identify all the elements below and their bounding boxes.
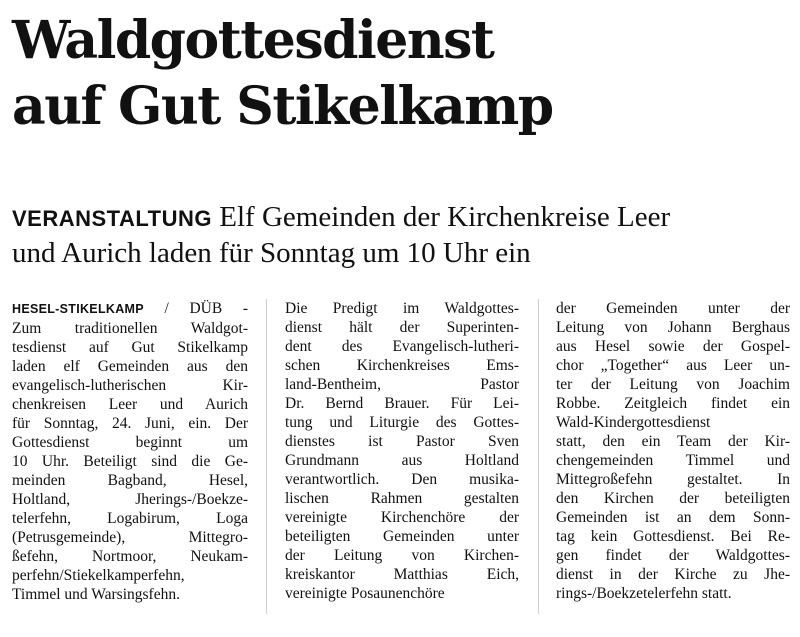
- body-text-line: der Leitung von Kirchen-: [285, 547, 519, 564]
- headline-line-1: Waldgottesdienst: [12, 10, 494, 71]
- dateline: [12, 299, 248, 319]
- article-subheadline: [12, 200, 792, 270]
- column-divider: [538, 299, 539, 614]
- body-text-line: tag kein Gottesdienst. Bei Re-: [556, 528, 790, 545]
- body-text-line: laden elf Gemeinden aus den: [12, 358, 248, 375]
- body-text-line: Holtland, Jherings-/Boekze-: [12, 491, 248, 508]
- body-text-line: Mittegroßefehn gestaltet. In: [556, 471, 790, 488]
- body-text-line: Zum traditionellen Waldgot-: [12, 320, 248, 337]
- body-text-line: beteiligten Gemeinden unter: [285, 528, 519, 545]
- body-text-line: chengemeinden Timmel und: [556, 452, 790, 469]
- body-text-line: Grundmann aus Holtland: [285, 452, 519, 469]
- article-body: [0, 299, 800, 629]
- body-text-line: den Kirchen der beteiligten: [556, 490, 790, 507]
- body-text-line: ter der Leitung von Joachim: [556, 376, 790, 393]
- body-text-line: für Sonntag, 24. Juni, ein. Der: [12, 415, 248, 432]
- body-text-line: kreiskantor Matthias Eich,: [285, 566, 519, 583]
- subhead-line-2: und Aurich laden für Sonntag um 10 Uhr ein: [12, 237, 531, 269]
- body-text-line: (Petrusgemeinde), Mittegro-: [12, 529, 248, 546]
- body-text-line: Leitung von Johann Berghaus: [556, 319, 790, 336]
- body-text-line: Dr. Bernd Brauer. Für Lei-: [285, 395, 519, 412]
- body-column-1: [12, 299, 248, 604]
- body-text-line: aus Hesel sowie der Gospel-: [556, 338, 790, 355]
- subhead-kicker: VERANSTALTUNG: [12, 206, 213, 231]
- subhead-line-1-text: Elf Gemeinden der Kirchenkreise Leer: [219, 201, 671, 233]
- body-text-line: gen findet der Waldgottes-: [556, 547, 790, 564]
- body-text-line: perfehn/Stiekelkamperfehn,: [12, 567, 185, 584]
- body-text-line: telerfehn, Logabirum, Loga: [12, 510, 248, 527]
- body-text-line: rings-/Boekzetelerfehn statt.: [556, 585, 732, 602]
- body-column-2: [285, 299, 519, 603]
- body-text-line: dienst hält der Superinten-: [285, 319, 519, 336]
- body-text-line: evangelisch-lutherischen Kir-: [12, 377, 248, 394]
- body-text-line: vereinigte Posaunenchöre: [285, 585, 445, 602]
- column-divider: [266, 299, 267, 614]
- body-text-line: Gemeinden ist an dem Sonn-: [556, 509, 790, 526]
- body-text-line: Timmel und Warsingsfehn.: [12, 586, 180, 603]
- body-text-line: Die Predigt im Waldgottes-: [285, 300, 519, 317]
- body-text-line: der Gemeinden unter der: [556, 300, 790, 317]
- body-text-line: chor „Together“ aus Leer un-: [556, 357, 790, 374]
- body-text-line: ßefehn, Nortmoor, Neukam-: [12, 548, 248, 565]
- body-text-line: land-Bentheim, Pastor: [285, 376, 519, 393]
- body-text-line: chenkreisen Leer und Aurich: [12, 396, 248, 413]
- body-text-line: Wald-Kindergottesdienst: [556, 414, 711, 431]
- headline-line-2: auf Gut Stikelkamp: [12, 76, 553, 137]
- body-column-3: [556, 299, 790, 603]
- article-headline: [12, 8, 792, 140]
- body-text-line: tung und Liturgie des Gottes-: [285, 414, 519, 431]
- body-text-line: vereinigte Kirchenchöre der: [285, 509, 519, 526]
- dateline-place: HESEL-STIKELKAMP: [12, 302, 144, 316]
- body-text-line: 10 Uhr. Beteiligt sind die Ge-: [12, 453, 248, 470]
- body-text-line: meinden Bagband, Hesel,: [12, 472, 248, 489]
- dateline-author: / DÜB -: [143, 300, 248, 317]
- body-text-line: lischen Rahmen gestalten: [285, 490, 519, 507]
- body-text-line: verantwortlich. Den musika-: [285, 471, 519, 488]
- body-text-line: Robbe. Zeitgleich findet ein: [556, 395, 790, 412]
- body-text-line: statt, den ein Team der Kir-: [556, 433, 790, 450]
- body-text-line: dienstes ist Pastor Sven: [285, 433, 519, 450]
- subhead-line-1: [12, 200, 792, 236]
- body-text-line: dienst in der Kirche zu Jhe-: [556, 566, 790, 583]
- body-text-line: schen Kirchenkreises Ems-: [285, 357, 519, 374]
- body-text-line: tesdienst auf Gut Stikelkamp: [12, 339, 248, 356]
- body-text-line: Gottesdienst beginnt um: [12, 434, 248, 451]
- body-text-line: dent des Evangelisch-lutheri-: [285, 338, 519, 355]
